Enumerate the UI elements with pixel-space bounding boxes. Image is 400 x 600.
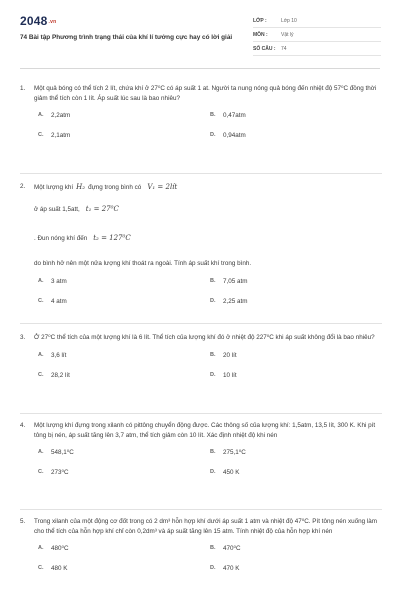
question-line (34, 233, 382, 245)
question-line (34, 204, 382, 216)
option-label: B. (210, 277, 216, 284)
meta-panel (253, 14, 381, 56)
option-b[interactable] (210, 544, 382, 554)
option-c[interactable] (38, 297, 210, 307)
question-divider (20, 509, 382, 510)
question-text: . Đun nóng khí đến (34, 235, 88, 243)
option-label: A. (38, 545, 44, 551)
option-label: A. (38, 449, 44, 455)
option-text: 470⁰C (223, 545, 241, 552)
option-label: C. (38, 565, 44, 571)
option-text: 3 atm (51, 277, 67, 285)
meta-value: Lớp 10 (281, 17, 297, 24)
option-a[interactable] (38, 351, 210, 361)
question-number: 4. (20, 422, 26, 429)
formula: t₂ = 127⁰C (93, 234, 131, 243)
question-line (34, 182, 382, 194)
option-label: A. (38, 112, 44, 118)
option-c[interactable] (38, 468, 210, 478)
question-divider (20, 173, 382, 174)
option-b[interactable] (210, 351, 382, 361)
meta-row-count (253, 42, 381, 56)
question-number: 1. (20, 85, 26, 92)
option-text: 20 lít (223, 351, 237, 359)
option-label: C. (38, 371, 44, 378)
option-text: 10 lít (223, 371, 237, 379)
option-label: A. (38, 351, 44, 358)
formula: V₁ = 2lít (147, 183, 178, 192)
meta-row-class (253, 14, 381, 28)
answer-options (38, 277, 382, 317)
option-c[interactable] (38, 564, 210, 574)
option-d[interactable] (210, 564, 382, 574)
option-d[interactable] (210, 297, 382, 307)
option-label: D. (210, 371, 216, 378)
question-number: 5. (20, 518, 26, 525)
question-text: Một lượng khí (34, 184, 74, 192)
answer-options (38, 448, 382, 488)
answer-options (38, 351, 382, 391)
question-text: Trong xilanh của một động cơ đốt trong có 2 dm³ hỗn hợp khí dưới áp suất 1 atm và nhiệt độ 47⁰C. Pít tông nén xuống làm cho thể tích của hỗn hợp khí chỉ còn 0,2dm³ và áp suất tăng lên 15 atm. Tính nhiệt độ của hỗn hợp khí nén (34, 518, 378, 535)
meta-key: MÔN : (253, 31, 268, 38)
option-d[interactable] (210, 131, 382, 141)
option-text: 7,05 atm (223, 277, 248, 285)
option-text: 470 K (223, 565, 240, 572)
meta-value: 74 (281, 45, 287, 52)
question-text: Một lượng khí đựng trong xilanh có pittông chuyển động được. Các thông số của lượng khí: 1,5atm, 13,5 lít, 300 K. Khi pít tông bị nén, áp suất tăng lên 3,7 atm, thể tích giảm còn 10 lít. Xác định nhiệt độ khi nén (34, 422, 376, 439)
option-text: 480⁰C (51, 545, 69, 552)
option-label: D. (210, 297, 216, 304)
meta-key: LỚP : (253, 17, 267, 24)
option-label: C. (38, 297, 44, 304)
option-text: 273⁰C (51, 469, 69, 476)
option-label: D. (210, 132, 216, 138)
option-label: D. (210, 565, 216, 571)
option-text: 3,6 lít (51, 351, 67, 359)
question-4 (20, 421, 382, 488)
question-2 (20, 182, 382, 317)
question-text: đựng trong bình có (88, 184, 142, 192)
option-text: 2,25 atm (223, 297, 248, 305)
option-label: B. (210, 351, 216, 358)
option-a[interactable] (38, 544, 210, 554)
option-label: B. (210, 112, 216, 118)
option-text: 28,2 lít (51, 371, 70, 379)
option-text: 275,1⁰C (223, 449, 246, 456)
question-number: 3. (20, 334, 26, 341)
option-label: B. (210, 449, 216, 455)
option-b[interactable] (210, 448, 382, 458)
meta-row-subject (253, 28, 381, 42)
option-label: C. (38, 469, 44, 475)
option-b[interactable] (210, 277, 382, 287)
option-text: 450 K (223, 469, 240, 476)
question-number: 2. (20, 183, 26, 190)
option-text: 480 K (51, 565, 68, 572)
brand-name: 2048 (20, 14, 48, 28)
option-b[interactable] (210, 111, 382, 121)
header-divider (20, 68, 380, 69)
option-a[interactable] (38, 448, 210, 458)
document-title: 74 Bài tập Phương trình trạng thái của khí lí tưởng cực hay có lời giải (20, 34, 233, 41)
option-label: A. (38, 277, 44, 284)
question-text: ở áp suất 1,5att, (34, 206, 80, 214)
option-text: 2,2atm (51, 112, 71, 119)
question-text: do bình hở nên một nửa lượng khí thoát ra ngoài. Tính áp suất khí trong bình. (34, 260, 252, 267)
question-text: Một quả bóng có thể tích 2 lít, chứa khí ở 27⁰C có áp suất 1 at. Người ta nung nóng quả bóng đến nhiệt độ 57⁰C đồng thời giảm thể tích còn 1 lít. Áp suất lúc sau là bao nhiêu? (34, 85, 377, 102)
meta-key: SỐ CÂU : (253, 45, 276, 52)
option-label: C. (38, 132, 44, 138)
option-a[interactable] (38, 277, 210, 287)
option-c[interactable] (38, 131, 210, 141)
option-d[interactable] (210, 468, 382, 478)
question-divider (20, 323, 382, 324)
answer-options (38, 544, 382, 584)
option-text: 548,1⁰C (51, 449, 74, 456)
option-a[interactable] (38, 111, 210, 121)
question-divider (20, 413, 382, 414)
answer-options (38, 111, 382, 151)
option-d[interactable] (210, 371, 382, 381)
option-text: 2,1atm (51, 132, 71, 139)
option-text: 0,47atm (223, 112, 246, 119)
option-label: B. (210, 545, 216, 551)
formula: H₂ (76, 183, 86, 192)
meta-value: Vật lý (281, 31, 294, 38)
brand-suffix: .vn (48, 18, 57, 25)
question-3 (20, 333, 382, 391)
question-5 (20, 517, 382, 584)
option-label: D. (210, 469, 216, 475)
question-text: Ở 27⁰C thể tích của một lượng khí là 6 lít. Thể tích của lượng khí đó ở nhiệt độ 227⁰C khi áp suất không đổi là bao nhiêu? (34, 334, 375, 341)
option-text: 4 atm (51, 297, 67, 305)
brand-logo[interactable] (20, 14, 56, 28)
option-text: 0,94atm (223, 132, 246, 139)
formula: t₁ = 27⁰C (85, 205, 119, 214)
option-c[interactable] (38, 371, 210, 381)
question-1 (20, 84, 382, 151)
